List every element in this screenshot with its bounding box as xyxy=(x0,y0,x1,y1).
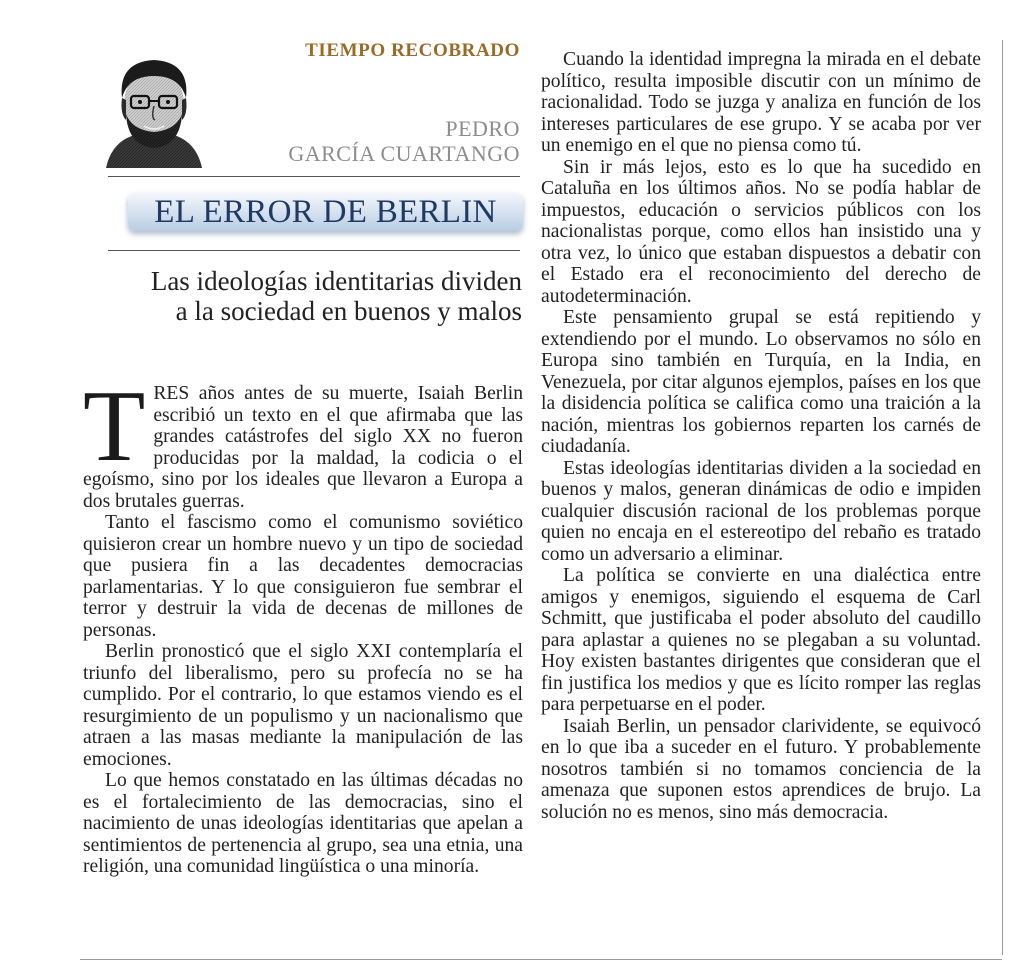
footer-rule xyxy=(80,959,1002,960)
drop-cap: T xyxy=(83,370,146,483)
paragraph: Isaiah Berlin, un pensador clarividente, se equivocó en lo que iba a suceder en el futuro. Y probablemente nosotros también si no tomamos conciencia de la amenaza que suponen estos aprendices de brujo. La solución no es menos, sino más democracia. xyxy=(541,715,981,823)
divider-bottom xyxy=(108,250,520,251)
subtitle xyxy=(60,266,522,326)
divider-top xyxy=(108,176,520,177)
author-last-name: GARCÍA CUARTANGO xyxy=(288,141,520,166)
section-label: TIEMPO RECOBRADO xyxy=(305,40,520,61)
article-column-left xyxy=(83,370,523,878)
paragraph: TRES años antes de su muerte, Isaiah Berlin escribió un texto en el que afirmaba que las grandes catástrofes del siglo XX no fueron producidas por la maldad, la codicia o el egoísmo, sino por los ideales que llevaron a Europa a dos brutales guerras. xyxy=(83,370,523,512)
paragraph: Cuando la identidad impregna la mirada en el debate político, resulta imposible discutir con un mínimo de racionalidad. Todo se juzga y analiza en función de los intereses particulares de ese grupo. Y se acaba por ver un enemigo en el que no piensa como tú. xyxy=(541,49,981,156)
paragraph: Tanto el fascismo como el comunismo soviético quisieron crear un hombre nuevo y un tipo de sociedad que pusiera fin a las decadentes democracias parlamentarias. Y lo que consiguieron fue sembrar el terror y destruir la vida de decenas de millones de personas. xyxy=(83,512,523,641)
headline: EL ERROR DE BERLIN xyxy=(154,194,497,230)
paragraph: Sin ir más lejos, esto es lo que ha sucedido en Cataluña en los últimos años. No se podía hablar de impuestos, educación o servicios públicos con los nacionalistas porque, como ellos han insistido una y otra vez, lo único que estaban dispuestos a debatir con el Estado era el reconocimiento del derecho de autodeterminación. xyxy=(541,156,981,307)
paragraph: La política se convierte en una dialéctica entre amigos y enemigos, siguiendo el esquema de Carl Schmitt, que justificaba el poder absoluto del caudillo para aplastar a quienes no se plegaban a su voluntad. Hoy existen bastantes dirigentes que consideran que el fin justifica los medios y que es lícito romper las reglas para perpetuarse en el poder. xyxy=(541,565,981,715)
paragraph: Estas ideologías identitarias dividen a la sociedad en buenos y malos, generan dinámicas de odio e impiden cualquier discusión racional de los problemas porque quien no encaja en el estereotipo del rebaño es tratado como un adversario a eliminar. xyxy=(541,457,981,565)
paragraph: Este pensamiento grupal se está repitiendo y extendiendo por el mundo. Lo observamos no sólo en Europa sino también en Turquía, en la India, en Venezuela, por citar algunos ejemplos, países en los que la disidencia política se califica como una traición a la nación, mientras los gobiernos reparten los carnés de ciudadanía. xyxy=(541,307,981,457)
article-column-right xyxy=(541,49,981,823)
author-first-name: PEDRO xyxy=(445,116,520,141)
subtitle-line-2: a la sociedad en buenos y malos xyxy=(175,296,522,326)
paragraph: Berlin pronosticó que el siglo XXI contemplaría el triunfo del liberalismo, pero su profecía no se ha cumplido. Por el contrario, lo que estamos viendo es el resurgimiento de un populismo y un nacionalismo que atraen a las masas mediante la manipulación de las emociones. xyxy=(83,641,523,770)
paragraph: Lo que hemos constatado en las últimas décadas no es el fortalecimiento de las democracias, sino el nacimiento de unas ideologías identitarias que apelan a sentimientos de pertenencia al grupo, sea una etnia, una religión, una comunidad lingüística o una minoría. xyxy=(83,770,523,877)
subtitle-line-1: Las ideologías identitarias dividen xyxy=(150,266,522,296)
author-portrait xyxy=(98,48,210,168)
column-divider xyxy=(1002,40,1003,955)
